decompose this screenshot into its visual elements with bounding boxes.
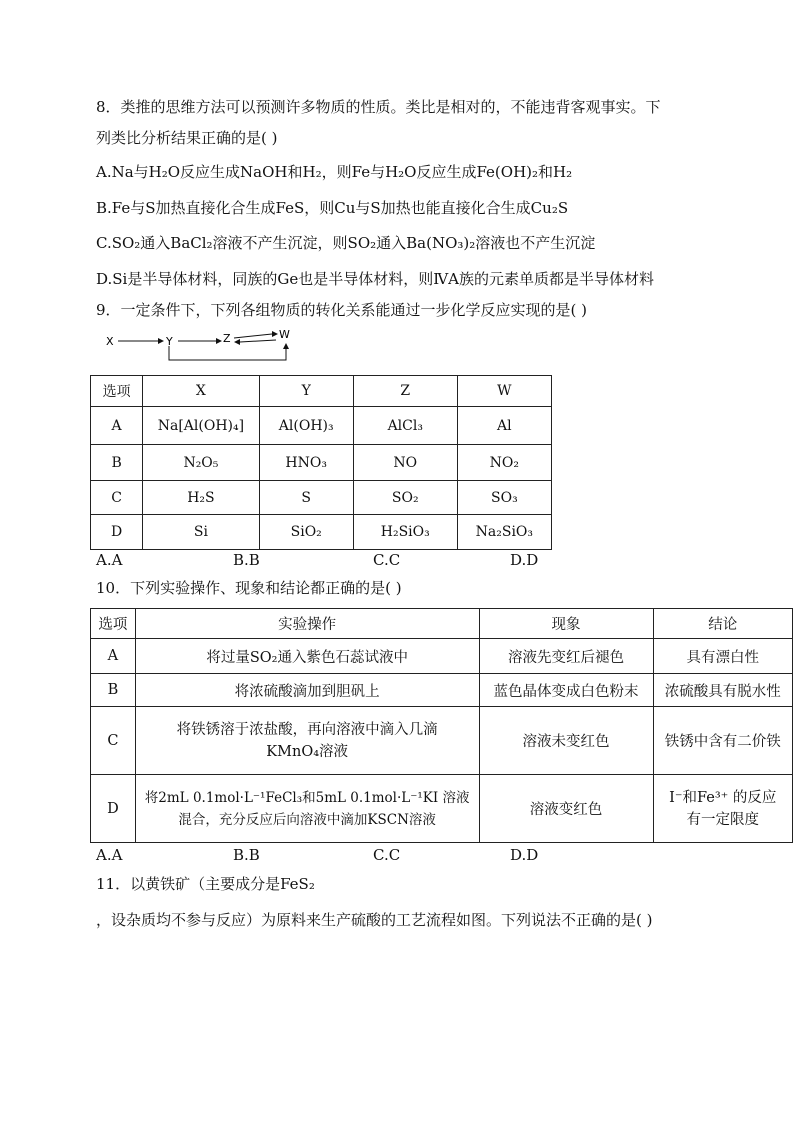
table-row	[91, 707, 793, 775]
table-cell: Al	[457, 407, 551, 445]
q8-stem-line2: 列类比分析结果正确的是( )	[96, 129, 278, 147]
table-cell: D	[91, 515, 143, 550]
table-cell: 铁锈中含有二价铁	[653, 707, 792, 775]
q10-header-phenomenon: 现象	[479, 609, 653, 639]
table-cell: A	[91, 407, 143, 445]
q8-stem-line1: 8．类推的思维方法可以预测许多物质的性质。类比是相对的，不能违背客观事实。下	[96, 98, 661, 116]
table-cell: 将过量SO₂通入紫色石蕊试液中	[135, 639, 479, 674]
q10-header-operation: 实验操作	[135, 609, 479, 639]
table-cell: Na₂SiO₃	[457, 515, 551, 550]
q10-answer-b: B.B	[233, 846, 260, 864]
table-cell: 将铁锈溶于浓盐酸，再向溶液中滴入几滴 KMnO₄溶液	[135, 707, 479, 775]
table-cell: A	[91, 639, 136, 674]
table-cell: NO₂	[457, 445, 551, 481]
q8-option-b: B.Fe与S加热直接化合生成FeS，则Cu与S加热也能直接化合生成Cu₂S	[96, 199, 569, 217]
q11-stem-line2: ，设杂质均不参与反应）为原料来生产硫酸的工艺流程如图。下列说法不正确的是( )	[96, 911, 653, 929]
table-cell: 溶液先变红后褪色	[479, 639, 653, 674]
diagram-label-x: X	[106, 335, 114, 348]
table-cell: N₂O₅	[143, 445, 259, 481]
q9-answer-b: B.B	[233, 551, 260, 569]
q10-answer-d: D.D	[510, 846, 539, 864]
table-cell: C	[91, 707, 136, 775]
q10-stem: 10．下列实验操作、现象和结论都正确的是( )	[96, 579, 402, 597]
table-cell: Al(OH)₃	[259, 407, 353, 445]
table-cell: NO	[353, 445, 457, 481]
table-cell: SO₂	[353, 481, 457, 515]
table-cell: I⁻和Fe³⁺ 的反应有一定限度	[653, 775, 792, 843]
table-cell: 溶液未变红色	[479, 707, 653, 775]
arrow-y-w	[169, 346, 286, 360]
table-cell: B	[91, 445, 143, 481]
table-cell: SO₃	[457, 481, 551, 515]
table-row	[91, 481, 552, 515]
table-cell: 具有漂白性	[653, 639, 792, 674]
table-cell: SiO₂	[259, 515, 353, 550]
arrow-w-z	[240, 340, 276, 342]
q8-option-c: C.SO₂通入BaCl₂溶液不产生沉淀，则SO₂通入Ba(NO₃)₂溶液也不产生沉淀	[96, 234, 596, 252]
q9-header-w: W	[457, 376, 551, 407]
q10-table	[90, 608, 793, 843]
q9-header-y: Y	[259, 376, 353, 407]
q9-answer-c: C.C	[373, 551, 401, 569]
q9-answer-d: D.D	[510, 551, 539, 569]
q8-option-a: A.Na与H₂O反应生成NaOH和H₂，则Fe与H₂O反应生成Fe(OH)₂和H₂	[96, 163, 573, 181]
diagram-label-z: Z	[223, 332, 231, 345]
table-cell: H₂S	[143, 481, 259, 515]
table-cell: H₂SiO₃	[353, 515, 457, 550]
q9-header-z: Z	[353, 376, 457, 407]
table-row	[91, 407, 552, 445]
q9-table	[90, 375, 552, 550]
table-row	[91, 639, 793, 674]
table-cell: 将2mL 0.1mol·L⁻¹FeCl₃和5mL 0.1mol·L⁻¹KI 溶液混合，充分反应后向溶液中滴加KSCN溶液	[135, 775, 479, 843]
table-cell: Si	[143, 515, 259, 550]
arrow-z-w	[234, 334, 272, 338]
q10-header-conclusion: 结论	[653, 609, 792, 639]
table-cell: 蓝色晶体变成白色粉末	[479, 674, 653, 707]
table-cell: Na[Al(OH)₄]	[143, 407, 259, 445]
q10-header-option: 选项	[91, 609, 136, 639]
table-row	[91, 674, 793, 707]
q11-stem-line1: 11．以黄铁矿（主要成分是FeS₂	[96, 875, 315, 893]
table-row	[91, 775, 793, 843]
table-cell: 将浓硫酸滴加到胆矾上	[135, 674, 479, 707]
q9-conversion-diagram	[100, 328, 300, 366]
table-cell: AlCl₃	[353, 407, 457, 445]
diagram-label-w: W	[279, 328, 290, 341]
q9-stem: 9．一定条件下，下列各组物质的转化关系能通过一步化学反应实现的是( )	[96, 301, 588, 319]
q9-answer-a: A.A	[96, 551, 123, 569]
table-cell: D	[91, 775, 136, 843]
table-row	[91, 445, 552, 481]
q9-header-x: X	[143, 376, 259, 407]
q10-answer-c: C.C	[373, 846, 401, 864]
table-cell: 浓硫酸具有脱水性	[653, 674, 792, 707]
table-cell: S	[259, 481, 353, 515]
table-cell: 溶液变红色	[479, 775, 653, 843]
diagram-label-y: Y	[166, 335, 173, 348]
q10-answer-a: A.A	[96, 846, 123, 864]
table-row	[91, 515, 552, 550]
table-cell: C	[91, 481, 143, 515]
q9-header-option: 选项	[91, 376, 143, 407]
table-cell: B	[91, 674, 136, 707]
q8-option-d: D.Si是半导体材料，同族的Ge也是半导体材料，则ⅣA族的元素单质都是半导体材料	[96, 270, 655, 288]
table-cell: HNO₃	[259, 445, 353, 481]
